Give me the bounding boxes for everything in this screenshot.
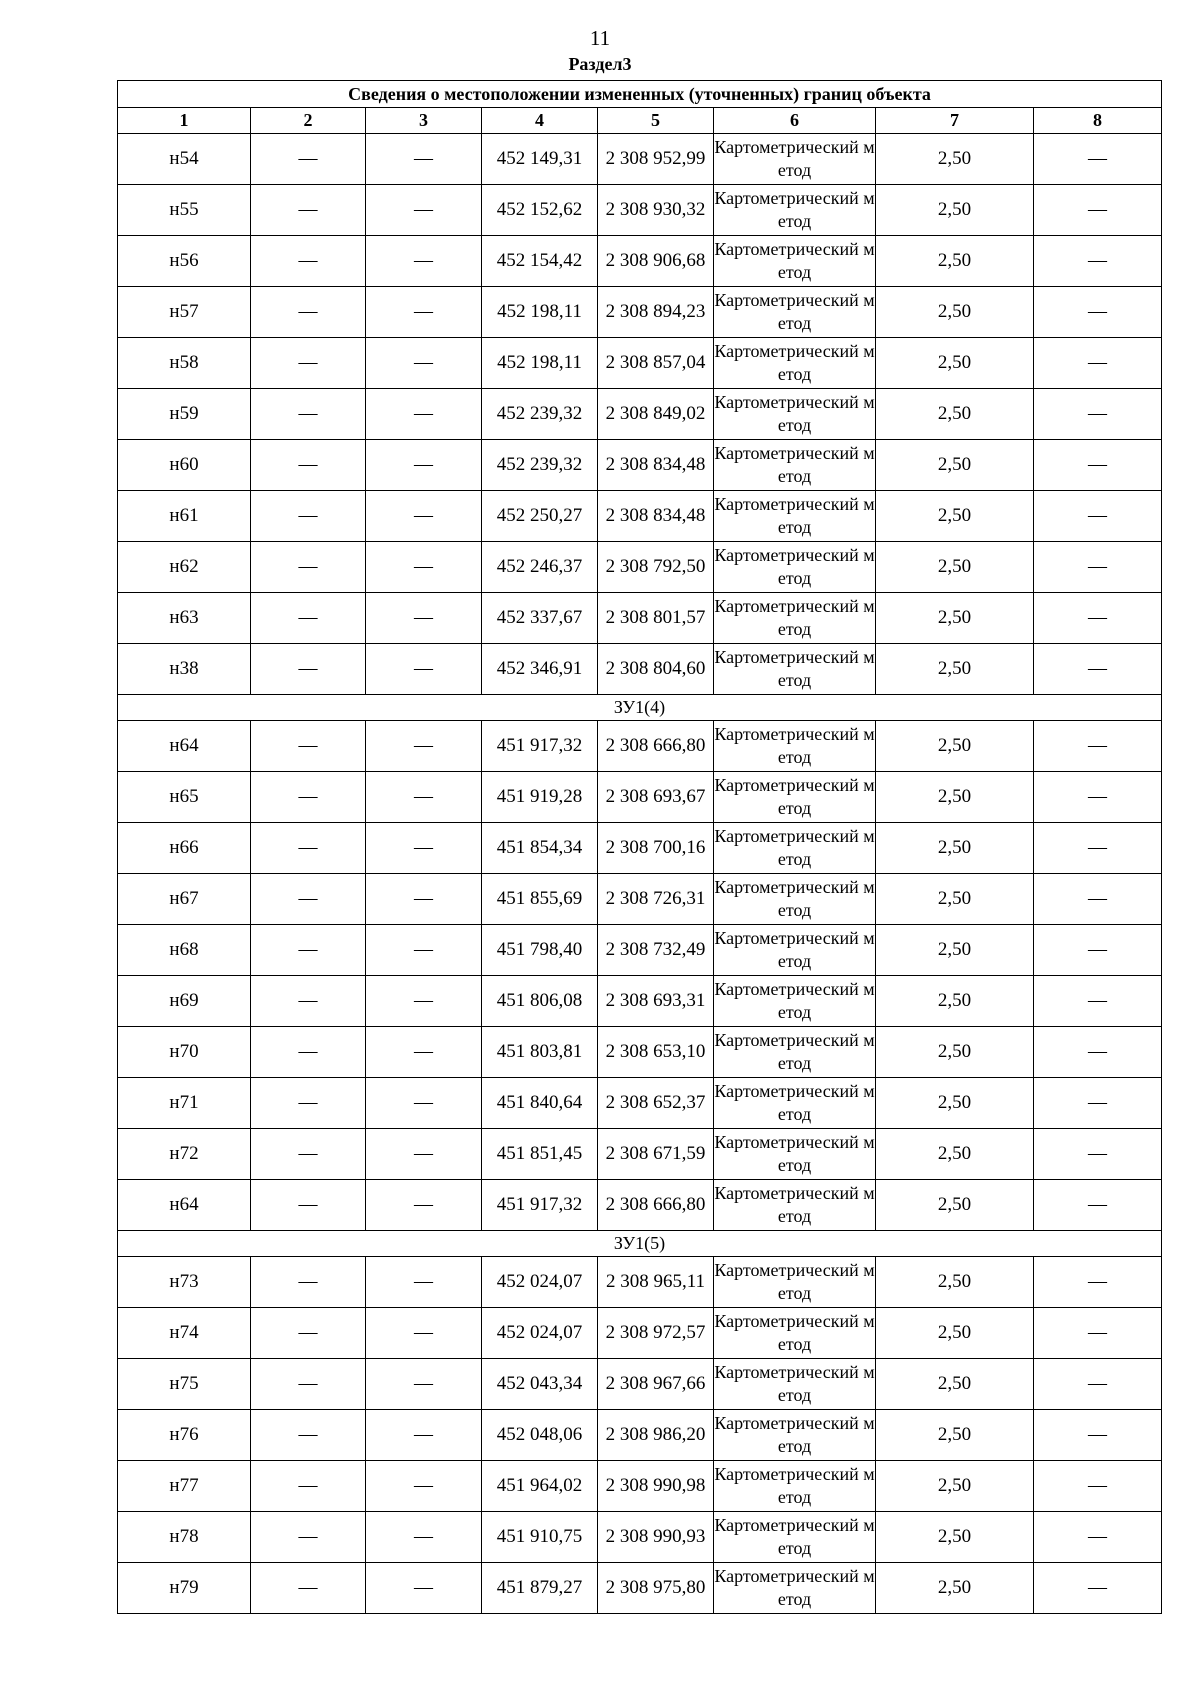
column-8-cell: — <box>1034 287 1162 338</box>
column-8-cell: — <box>1034 823 1162 874</box>
column-8-cell: — <box>1034 1359 1162 1410</box>
column-8-cell: — <box>1034 1129 1162 1180</box>
x-coordinate-cell: 451 840,64 <box>482 1078 598 1129</box>
column-8-cell: — <box>1034 721 1162 772</box>
column-2-cell: — <box>251 542 366 593</box>
accuracy-cell: 2,50 <box>876 1359 1034 1410</box>
column-8-cell: — <box>1034 542 1162 593</box>
x-coordinate-cell: 451 917,32 <box>482 721 598 772</box>
x-coordinate-cell: 452 048,06 <box>482 1410 598 1461</box>
point-number-cell: н62 <box>118 542 251 593</box>
point-number-cell: н77 <box>118 1461 251 1512</box>
table-row <box>118 976 1162 1027</box>
column-8-cell: — <box>1034 874 1162 925</box>
method-cell: Картометрический метод <box>714 491 876 542</box>
group-label: ЗУ1(5) <box>118 1231 1162 1257</box>
table-row <box>118 1257 1162 1308</box>
y-coordinate-cell: 2 308 990,98 <box>598 1461 714 1512</box>
column-number-5: 5 <box>598 108 714 134</box>
point-number-cell: н67 <box>118 874 251 925</box>
method-cell: Картометрический метод <box>714 1359 876 1410</box>
table-row <box>118 185 1162 236</box>
method-cell: Картометрический метод <box>714 389 876 440</box>
column-8-cell: — <box>1034 338 1162 389</box>
point-number-cell: н64 <box>118 721 251 772</box>
y-coordinate-cell: 2 308 792,50 <box>598 542 714 593</box>
table-row <box>118 1027 1162 1078</box>
point-number-cell: н64 <box>118 1180 251 1231</box>
accuracy-cell: 2,50 <box>876 440 1034 491</box>
table-row <box>118 1563 1162 1614</box>
column-3-cell: — <box>366 1078 482 1129</box>
point-number-cell: н38 <box>118 644 251 695</box>
column-8-cell: — <box>1034 976 1162 1027</box>
x-coordinate-cell: 451 855,69 <box>482 874 598 925</box>
x-coordinate-cell: 451 964,02 <box>482 1461 598 1512</box>
column-3-cell: — <box>366 185 482 236</box>
column-3-cell: — <box>366 338 482 389</box>
point-number-cell: н71 <box>118 1078 251 1129</box>
column-number-6: 6 <box>714 108 876 134</box>
accuracy-cell: 2,50 <box>876 491 1034 542</box>
y-coordinate-cell: 2 308 894,23 <box>598 287 714 338</box>
y-coordinate-cell: 2 308 700,16 <box>598 823 714 874</box>
column-2-cell: — <box>251 1563 366 1614</box>
table-row <box>118 1308 1162 1359</box>
column-8-cell: — <box>1034 491 1162 542</box>
point-number-cell: н75 <box>118 1359 251 1410</box>
y-coordinate-cell: 2 308 952,99 <box>598 134 714 185</box>
table-row <box>118 1359 1162 1410</box>
y-coordinate-cell: 2 308 906,68 <box>598 236 714 287</box>
column-2-cell: — <box>251 185 366 236</box>
column-2-cell: — <box>251 976 366 1027</box>
section-title: Раздел3 <box>568 54 632 74</box>
method-cell: Картометрический метод <box>714 1461 876 1512</box>
table-row <box>118 542 1162 593</box>
x-coordinate-cell: 452 239,32 <box>482 389 598 440</box>
point-number-cell: н60 <box>118 440 251 491</box>
column-3-cell: — <box>366 134 482 185</box>
column-3-cell: — <box>366 287 482 338</box>
table-row <box>118 925 1162 976</box>
table-caption: Сведения о местоположении измененных (уточненных) границ объекта <box>118 81 1162 108</box>
x-coordinate-cell: 452 149,31 <box>482 134 598 185</box>
column-3-cell: — <box>366 1308 482 1359</box>
table-row <box>118 1078 1162 1129</box>
column-8-cell: — <box>1034 772 1162 823</box>
table-row <box>118 823 1162 874</box>
accuracy-cell: 2,50 <box>876 644 1034 695</box>
point-number-cell: н68 <box>118 925 251 976</box>
point-number-cell: н65 <box>118 772 251 823</box>
column-2-cell: — <box>251 593 366 644</box>
column-3-cell: — <box>366 236 482 287</box>
column-2-cell: — <box>251 440 366 491</box>
method-cell: Картометрический метод <box>714 440 876 491</box>
y-coordinate-cell: 2 308 726,31 <box>598 874 714 925</box>
column-2-cell: — <box>251 236 366 287</box>
column-8-cell: — <box>1034 644 1162 695</box>
method-cell: Картометрический метод <box>714 1078 876 1129</box>
column-2-cell: — <box>251 287 366 338</box>
point-number-cell: н61 <box>118 491 251 542</box>
point-number-cell: н54 <box>118 134 251 185</box>
y-coordinate-cell: 2 308 653,10 <box>598 1027 714 1078</box>
y-coordinate-cell: 2 308 801,57 <box>598 593 714 644</box>
column-8-cell: — <box>1034 1563 1162 1614</box>
column-3-cell: — <box>366 440 482 491</box>
accuracy-cell: 2,50 <box>876 389 1034 440</box>
table-row <box>118 287 1162 338</box>
x-coordinate-cell: 451 806,08 <box>482 976 598 1027</box>
point-number-cell: н72 <box>118 1129 251 1180</box>
page-number: 11 <box>589 26 611 50</box>
accuracy-cell: 2,50 <box>876 287 1034 338</box>
method-cell: Картометрический метод <box>714 1512 876 1563</box>
column-8-cell: — <box>1034 593 1162 644</box>
method-cell: Картометрический метод <box>714 542 876 593</box>
table-row <box>118 721 1162 772</box>
column-8-cell: — <box>1034 236 1162 287</box>
column-2-cell: — <box>251 338 366 389</box>
method-cell: Картометрический метод <box>714 721 876 772</box>
method-cell: Картометрический метод <box>714 287 876 338</box>
column-2-cell: — <box>251 134 366 185</box>
x-coordinate-cell: 452 198,11 <box>482 287 598 338</box>
column-8-cell: — <box>1034 1027 1162 1078</box>
x-coordinate-cell: 452 250,27 <box>482 491 598 542</box>
column-8-cell: — <box>1034 925 1162 976</box>
point-number-cell: н66 <box>118 823 251 874</box>
column-8-cell: — <box>1034 185 1162 236</box>
column-number-row <box>118 108 1162 134</box>
y-coordinate-cell: 2 308 849,02 <box>598 389 714 440</box>
column-3-cell: — <box>366 542 482 593</box>
accuracy-cell: 2,50 <box>876 1078 1034 1129</box>
column-3-cell: — <box>366 1180 482 1231</box>
accuracy-cell: 2,50 <box>876 925 1034 976</box>
point-number-cell: н56 <box>118 236 251 287</box>
x-coordinate-cell: 452 043,34 <box>482 1359 598 1410</box>
y-coordinate-cell: 2 308 693,67 <box>598 772 714 823</box>
point-number-cell: н79 <box>118 1563 251 1614</box>
point-number-cell: н58 <box>118 338 251 389</box>
method-cell: Картометрический метод <box>714 823 876 874</box>
column-3-cell: — <box>366 1257 482 1308</box>
accuracy-cell: 2,50 <box>876 1308 1034 1359</box>
method-cell: Картометрический метод <box>714 338 876 389</box>
column-2-cell: — <box>251 1257 366 1308</box>
x-coordinate-cell: 451 910,75 <box>482 1512 598 1563</box>
x-coordinate-cell: 452 152,62 <box>482 185 598 236</box>
method-cell: Картометрический метод <box>714 1129 876 1180</box>
x-coordinate-cell: 451 851,45 <box>482 1129 598 1180</box>
y-coordinate-cell: 2 308 857,04 <box>598 338 714 389</box>
column-8-cell: — <box>1034 1461 1162 1512</box>
group-row <box>118 695 1162 721</box>
x-coordinate-cell: 452 024,07 <box>482 1308 598 1359</box>
table-row <box>118 236 1162 287</box>
x-coordinate-cell: 452 239,32 <box>482 440 598 491</box>
table-row <box>118 440 1162 491</box>
column-8-cell: — <box>1034 1078 1162 1129</box>
method-cell: Картометрический метод <box>714 976 876 1027</box>
column-3-cell: — <box>366 389 482 440</box>
column-8-cell: — <box>1034 1257 1162 1308</box>
x-coordinate-cell: 452 024,07 <box>482 1257 598 1308</box>
point-number-cell: н59 <box>118 389 251 440</box>
table-row <box>118 874 1162 925</box>
method-cell: Картометрический метод <box>714 1027 876 1078</box>
method-cell: Картометрический метод <box>714 134 876 185</box>
method-cell: Картометрический метод <box>714 1410 876 1461</box>
accuracy-cell: 2,50 <box>876 874 1034 925</box>
table-row <box>118 1180 1162 1231</box>
x-coordinate-cell: 451 919,28 <box>482 772 598 823</box>
column-8-cell: — <box>1034 440 1162 491</box>
accuracy-cell: 2,50 <box>876 1512 1034 1563</box>
accuracy-cell: 2,50 <box>876 1257 1034 1308</box>
table-row <box>118 491 1162 542</box>
column-8-cell: — <box>1034 134 1162 185</box>
column-3-cell: — <box>366 593 482 644</box>
column-2-cell: — <box>251 1129 366 1180</box>
column-3-cell: — <box>366 491 482 542</box>
point-number-cell: н76 <box>118 1410 251 1461</box>
accuracy-cell: 2,50 <box>876 542 1034 593</box>
method-cell: Картометрический метод <box>714 1257 876 1308</box>
x-coordinate-cell: 452 246,37 <box>482 542 598 593</box>
method-cell: Картометрический метод <box>714 925 876 976</box>
column-3-cell: — <box>366 1563 482 1614</box>
y-coordinate-cell: 2 308 671,59 <box>598 1129 714 1180</box>
table-row <box>118 772 1162 823</box>
column-8-cell: — <box>1034 1512 1162 1563</box>
point-number-cell: н69 <box>118 976 251 1027</box>
y-coordinate-cell: 2 308 693,31 <box>598 976 714 1027</box>
y-coordinate-cell: 2 308 975,80 <box>598 1563 714 1614</box>
x-coordinate-cell: 451 854,34 <box>482 823 598 874</box>
y-coordinate-cell: 2 308 990,93 <box>598 1512 714 1563</box>
method-cell: Картометрический метод <box>714 874 876 925</box>
x-coordinate-cell: 451 803,81 <box>482 1027 598 1078</box>
y-coordinate-cell: 2 308 965,11 <box>598 1257 714 1308</box>
accuracy-cell: 2,50 <box>876 185 1034 236</box>
accuracy-cell: 2,50 <box>876 338 1034 389</box>
column-number-2: 2 <box>251 108 366 134</box>
method-cell: Картометрический метод <box>714 1180 876 1231</box>
y-coordinate-cell: 2 308 834,48 <box>598 491 714 542</box>
column-number-8: 8 <box>1034 108 1162 134</box>
column-2-cell: — <box>251 389 366 440</box>
point-number-cell: н73 <box>118 1257 251 1308</box>
accuracy-cell: 2,50 <box>876 1027 1034 1078</box>
point-number-cell: н78 <box>118 1512 251 1563</box>
x-coordinate-cell: 452 337,67 <box>482 593 598 644</box>
table-body <box>118 134 1162 1614</box>
accuracy-cell: 2,50 <box>876 1410 1034 1461</box>
column-2-cell: — <box>251 772 366 823</box>
column-3-cell: — <box>366 1512 482 1563</box>
column-8-cell: — <box>1034 1180 1162 1231</box>
method-cell: Картометрический метод <box>714 1563 876 1614</box>
column-3-cell: — <box>366 1129 482 1180</box>
column-3-cell: — <box>366 976 482 1027</box>
table-row <box>118 1410 1162 1461</box>
x-coordinate-cell: 451 879,27 <box>482 1563 598 1614</box>
point-number-cell: н74 <box>118 1308 251 1359</box>
y-coordinate-cell: 2 308 967,66 <box>598 1359 714 1410</box>
column-8-cell: — <box>1034 1308 1162 1359</box>
method-cell: Картометрический метод <box>714 644 876 695</box>
column-8-cell: — <box>1034 389 1162 440</box>
column-3-cell: — <box>366 772 482 823</box>
column-3-cell: — <box>366 925 482 976</box>
table-row <box>118 1461 1162 1512</box>
accuracy-cell: 2,50 <box>876 593 1034 644</box>
column-3-cell: — <box>366 1359 482 1410</box>
column-3-cell: — <box>366 1461 482 1512</box>
column-2-cell: — <box>251 1512 366 1563</box>
column-2-cell: — <box>251 1027 366 1078</box>
column-3-cell: — <box>366 874 482 925</box>
accuracy-cell: 2,50 <box>876 976 1034 1027</box>
point-number-cell: н70 <box>118 1027 251 1078</box>
point-number-cell: н63 <box>118 593 251 644</box>
y-coordinate-cell: 2 308 834,48 <box>598 440 714 491</box>
y-coordinate-cell: 2 308 972,57 <box>598 1308 714 1359</box>
method-cell: Картометрический метод <box>714 1308 876 1359</box>
y-coordinate-cell: 2 308 986,20 <box>598 1410 714 1461</box>
accuracy-cell: 2,50 <box>876 1563 1034 1614</box>
table-row <box>118 593 1162 644</box>
method-cell: Картометрический метод <box>714 772 876 823</box>
coordinates-table <box>117 80 1162 1614</box>
group-row <box>118 1231 1162 1257</box>
column-2-cell: — <box>251 1078 366 1129</box>
column-3-cell: — <box>366 644 482 695</box>
table-row <box>118 338 1162 389</box>
accuracy-cell: 2,50 <box>876 823 1034 874</box>
method-cell: Картометрический метод <box>714 593 876 644</box>
column-3-cell: — <box>366 823 482 874</box>
x-coordinate-cell: 452 154,42 <box>482 236 598 287</box>
x-coordinate-cell: 451 798,40 <box>482 925 598 976</box>
x-coordinate-cell: 452 346,91 <box>482 644 598 695</box>
column-3-cell: — <box>366 1027 482 1078</box>
method-cell: Картометрический метод <box>714 185 876 236</box>
column-2-cell: — <box>251 823 366 874</box>
table-row <box>118 1512 1162 1563</box>
column-3-cell: — <box>366 721 482 772</box>
y-coordinate-cell: 2 308 930,32 <box>598 185 714 236</box>
y-coordinate-cell: 2 308 652,37 <box>598 1078 714 1129</box>
accuracy-cell: 2,50 <box>876 1180 1034 1231</box>
accuracy-cell: 2,50 <box>876 1129 1034 1180</box>
column-number-4: 4 <box>482 108 598 134</box>
x-coordinate-cell: 452 198,11 <box>482 338 598 389</box>
column-2-cell: — <box>251 1180 366 1231</box>
table-row <box>118 644 1162 695</box>
column-2-cell: — <box>251 1461 366 1512</box>
column-2-cell: — <box>251 721 366 772</box>
column-2-cell: — <box>251 1359 366 1410</box>
table-row <box>118 1129 1162 1180</box>
y-coordinate-cell: 2 308 732,49 <box>598 925 714 976</box>
y-coordinate-cell: 2 308 666,80 <box>598 1180 714 1231</box>
point-number-cell: н55 <box>118 185 251 236</box>
column-2-cell: — <box>251 644 366 695</box>
accuracy-cell: 2,50 <box>876 236 1034 287</box>
table-row <box>118 134 1162 185</box>
column-2-cell: — <box>251 925 366 976</box>
method-cell: Картометрический метод <box>714 236 876 287</box>
accuracy-cell: 2,50 <box>876 772 1034 823</box>
column-3-cell: — <box>366 1410 482 1461</box>
accuracy-cell: 2,50 <box>876 1461 1034 1512</box>
group-label: ЗУ1(4) <box>118 695 1162 721</box>
table-row <box>118 389 1162 440</box>
y-coordinate-cell: 2 308 804,60 <box>598 644 714 695</box>
column-8-cell: — <box>1034 1410 1162 1461</box>
accuracy-cell: 2,50 <box>876 721 1034 772</box>
column-number-7: 7 <box>876 108 1034 134</box>
column-number-1: 1 <box>118 108 251 134</box>
column-2-cell: — <box>251 491 366 542</box>
accuracy-cell: 2,50 <box>876 134 1034 185</box>
point-number-cell: н57 <box>118 287 251 338</box>
x-coordinate-cell: 451 917,32 <box>482 1180 598 1231</box>
column-2-cell: — <box>251 874 366 925</box>
column-number-3: 3 <box>366 108 482 134</box>
column-2-cell: — <box>251 1308 366 1359</box>
column-2-cell: — <box>251 1410 366 1461</box>
y-coordinate-cell: 2 308 666,80 <box>598 721 714 772</box>
